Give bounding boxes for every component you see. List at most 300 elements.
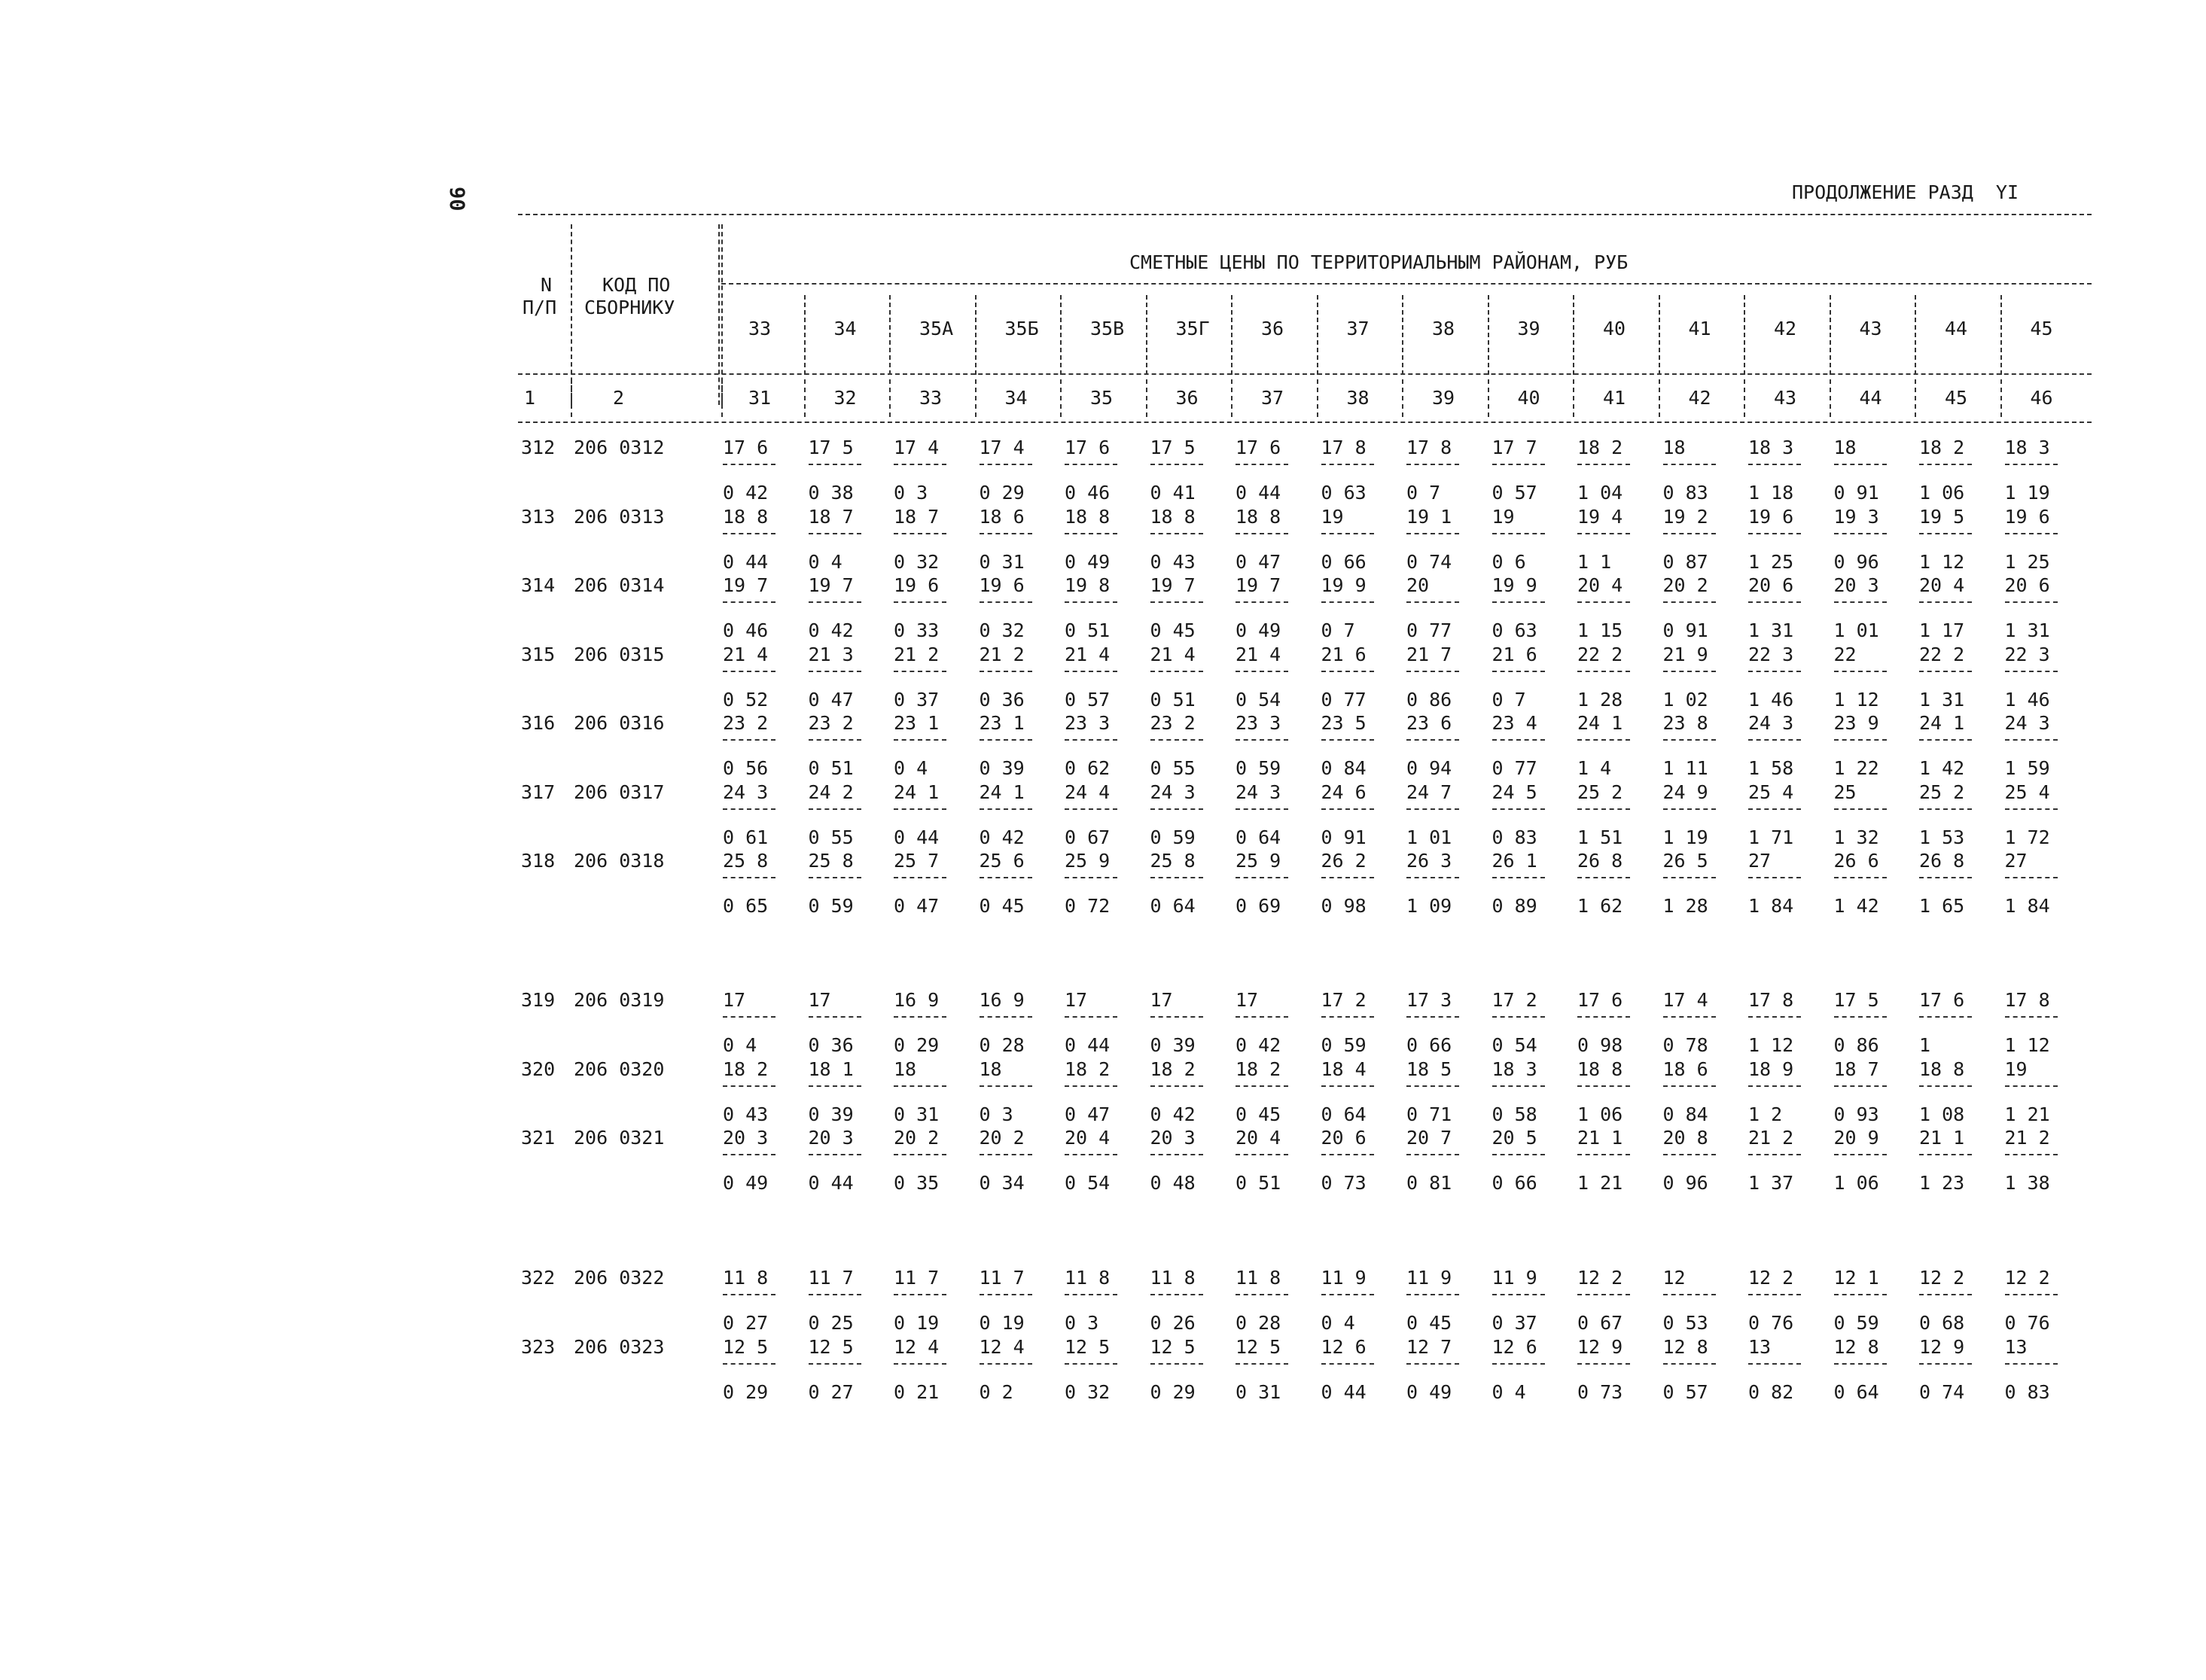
price-numerator: 18 7 [1833,1058,1879,1080]
row-code: 206 0315 [574,643,665,665]
price-denominator: 0 57 [1491,482,1537,504]
price-denominator: 0 51 [1150,688,1196,711]
price-numerator: 25 4 [1748,781,1794,803]
page-number: 90 [445,187,468,212]
fraction-line [980,1294,1032,1295]
fraction-line [1834,739,1887,741]
price-denominator: 0 77 [1406,619,1452,641]
fraction-line [894,739,946,741]
price-denominator: 0 63 [1321,482,1367,504]
price-numerator: 20 3 [1833,574,1879,596]
price-numerator: 18 8 [1150,505,1196,528]
price-numerator: 26 8 [1919,850,1965,872]
price-denominator: 0 51 [808,757,854,779]
fraction-line [980,464,1032,465]
price-denominator: 0 42 [979,826,1025,848]
price-numerator: 21 4 [1150,643,1196,665]
price-denominator: 0 63 [1491,619,1537,641]
price-denominator: 0 66 [1321,550,1367,573]
price-numerator: 21 4 [1065,643,1111,665]
price-numerator: 17 [1150,989,1173,1011]
row-code: 206 0313 [574,505,665,528]
colnum-label: 33 [919,387,943,409]
fraction-line [1492,1085,1545,1087]
fraction-line [1748,1085,1801,1087]
fraction-line [1150,1154,1203,1155]
price-numerator: 12 6 [1321,1335,1367,1358]
header-subrule [721,283,2092,285]
price-denominator: 0 7 [1491,688,1526,711]
price-denominator: 0 48 [1150,1172,1196,1194]
price-numerator: 21 4 [1236,643,1281,665]
fraction-line [1492,808,1545,810]
fraction-line [1236,601,1288,603]
fraction-line [1065,1085,1117,1087]
row-number: 317 [521,781,556,803]
price-denominator: 1 12 [1919,550,1965,573]
district-divider [975,295,977,375]
price-numerator: 21 6 [1321,643,1367,665]
fraction-line [1663,1016,1716,1018]
price-numerator: 24 3 [2004,712,2050,734]
price-denominator: 0 98 [1577,1034,1623,1056]
fraction-line [894,1016,946,1018]
price-denominator: 0 32 [979,619,1025,641]
fraction-line [1321,1154,1374,1155]
price-numerator: 11 8 [723,1267,769,1289]
fraction-line [1577,1085,1630,1087]
fraction-line [1577,808,1630,810]
price-numerator: 18 2 [1919,437,1965,458]
fraction-line [1663,808,1716,810]
row-number: 316 [521,712,556,734]
price-numerator: 19 6 [979,574,1025,596]
price-numerator: 12 9 [1577,1335,1623,1358]
fraction-line [1919,601,1972,603]
price-denominator: 0 91 [1321,826,1367,848]
fraction-line [894,1363,946,1365]
price-denominator: 1 06 [1833,1172,1879,1194]
fraction-line [1919,1016,1972,1018]
colnum-divider [1573,379,1574,417]
fraction-line [1663,671,1716,672]
colnum-label: 37 [1261,387,1284,409]
fraction-line [1321,877,1374,878]
price-numerator: 19 9 [1321,574,1367,596]
price-numerator: 23 8 [1662,712,1708,734]
price-numerator: 20 2 [894,1127,940,1149]
price-numerator: 18 [979,1058,1002,1080]
fraction-line [894,808,946,810]
price-numerator: 23 1 [894,712,940,734]
price-numerator: 18 6 [1662,1058,1708,1080]
price-denominator: 0 19 [979,1312,1025,1334]
fraction-line [1065,1294,1117,1295]
price-denominator: 0 64 [1321,1103,1367,1125]
fraction-line [1919,877,1972,878]
fraction-line [1919,1085,1972,1087]
price-numerator: 22 3 [2004,643,2050,665]
fraction-line [2005,533,2058,534]
fraction-line [809,1294,861,1295]
district-label: 36 [1261,318,1284,339]
colnum-divider [1830,379,1831,417]
fraction-line [2005,1016,2058,1018]
fraction-line [1492,671,1545,672]
price-numerator: 19 7 [723,574,769,596]
fraction-line [1236,1363,1288,1365]
colnum-label: 34 [1004,387,1028,409]
row-number: 313 [521,505,556,528]
fraction-line [1236,1016,1288,1018]
price-numerator: 19 3 [1833,505,1879,528]
price-denominator: 0 78 [1662,1034,1708,1056]
fraction-line [723,1154,775,1155]
price-numerator: 17 [808,989,831,1011]
fraction-line [894,671,946,672]
price-denominator: 0 3 [979,1103,1013,1125]
price-denominator: 0 45 [1150,619,1196,641]
fraction-line [2005,1363,2058,1365]
fraction-line [723,739,775,741]
price-denominator: 1 15 [1577,619,1623,641]
price-numerator: 17 6 [1236,437,1281,458]
fraction-line [1065,808,1117,810]
price-numerator: 24 1 [979,781,1025,803]
price-numerator: 20 6 [1321,1127,1367,1149]
price-denominator: 0 86 [1833,1034,1879,1056]
price-denominator: 0 42 [1150,1103,1196,1125]
price-denominator: 0 81 [1406,1172,1452,1194]
price-numerator: 16 9 [979,989,1025,1011]
fraction-line [1919,739,1972,741]
price-denominator: 1 25 [2004,550,2050,573]
colnum-label: 2 [613,387,625,409]
price-denominator: 1 04 [1577,482,1623,504]
row-code: 206 0321 [574,1127,665,1149]
fraction-line [1834,464,1887,465]
price-denominator: 0 59 [808,895,854,917]
price-numerator: 17 6 [723,437,769,458]
price-numerator: 20 7 [1406,1127,1452,1149]
price-numerator: 16 9 [894,989,940,1011]
district-divider [1915,295,1916,375]
price-denominator: 0 59 [1150,826,1196,848]
fraction-line [1321,1016,1374,1018]
colnum-label: 41 [1603,387,1626,409]
price-numerator: 11 8 [1150,1267,1196,1289]
fraction-line [723,533,775,534]
fraction-line [1321,1363,1374,1365]
fraction-line [809,533,861,534]
fraction-line [1577,464,1630,465]
price-denominator: 1 38 [2004,1172,2050,1194]
price-denominator: 0 94 [1406,757,1452,779]
price-denominator: 0 29 [1150,1380,1196,1403]
fraction-line [1663,1085,1716,1087]
fraction-line [980,739,1032,741]
fraction-line [1321,808,1374,810]
price-denominator: 0 84 [1321,757,1367,779]
price-denominator: 0 86 [1406,688,1452,711]
price-numerator: 17 4 [979,437,1025,458]
fraction-line [2005,1154,2058,1155]
price-denominator: 1 21 [1577,1172,1623,1194]
fraction-line [809,877,861,878]
price-denominator: 0 43 [723,1103,769,1125]
fraction-line [1834,1154,1887,1155]
price-numerator: 12 8 [1833,1335,1879,1358]
fraction-line [809,1154,861,1155]
district-divider [1317,295,1318,375]
colnum-label: 43 [1774,387,1797,409]
fraction-line [1834,533,1887,534]
price-denominator: 1 06 [1577,1103,1623,1125]
price-denominator: 1 71 [1748,826,1794,848]
price-denominator: 0 4 [1321,1312,1355,1334]
price-numerator: 24 3 [1748,712,1794,734]
fraction-line [809,1085,861,1087]
fraction-line [1748,671,1801,672]
price-numerator: 24 4 [1065,781,1111,803]
fraction-line [894,533,946,534]
fraction-line [723,1016,775,1018]
price-denominator: 0 3 [894,482,928,504]
district-label: 35Б [1004,318,1039,339]
price-denominator: 0 64 [1833,1380,1879,1403]
fraction-line [1919,1294,1972,1295]
price-denominator: 0 44 [1321,1380,1367,1403]
price-numerator: 18 9 [1748,1058,1794,1080]
fraction-line [894,1294,946,1295]
price-denominator: 0 37 [1491,1312,1537,1334]
fraction-line [1406,1363,1459,1365]
price-denominator: 0 67 [1065,826,1111,848]
price-denominator: 0 91 [1662,619,1708,641]
fraction-line [1150,877,1203,878]
district-label: 35А [919,318,954,339]
fraction-line [1663,601,1716,603]
colnum-divider [889,379,891,417]
fraction-line [1150,1085,1203,1087]
row-number: 312 [521,437,556,458]
price-numerator: 27 [1748,850,1772,872]
price-denominator: 0 47 [894,895,940,917]
district-label: 40 [1603,318,1626,339]
fraction-line [723,601,775,603]
fraction-line [1150,671,1203,672]
price-numerator: 17 2 [1321,989,1367,1011]
price-denominator: 0 32 [894,550,940,573]
fraction-line [1834,877,1887,878]
price-numerator: 12 9 [1919,1335,1965,1358]
price-numerator: 13 [1748,1335,1772,1358]
price-numerator: 20 2 [1662,574,1708,596]
row-number: 321 [521,1127,556,1149]
fraction-line [1321,1085,1374,1087]
price-numerator: 25 8 [723,850,769,872]
fraction-line [1919,533,1972,534]
fraction-line [723,1085,775,1087]
price-denominator: 0 39 [1150,1034,1196,1056]
price-numerator: 20 3 [1150,1127,1196,1149]
fraction-line [1150,533,1203,534]
price-denominator: 1 09 [1406,895,1452,917]
price-numerator: 24 7 [1406,781,1452,803]
price-numerator: 19 6 [894,574,940,596]
fraction-line [1406,533,1459,534]
price-denominator: 0 82 [1748,1380,1794,1403]
price-numerator: 22 [1833,643,1857,665]
price-numerator: 17 [723,989,746,1011]
fraction-line [1919,1154,1972,1155]
price-denominator: 0 42 [723,482,769,504]
fraction-line [1065,601,1117,603]
fraction-line [1492,1154,1545,1155]
header-collection-label: СБОРНИКУ [584,297,675,318]
price-denominator: 0 39 [808,1103,854,1125]
price-numerator: 12 8 [1662,1335,1708,1358]
fraction-line [1577,1154,1630,1155]
colnum-divider [571,379,572,417]
price-denominator: 0 96 [1662,1172,1708,1194]
row-code: 206 0322 [574,1267,665,1289]
price-denominator: 0 38 [808,482,854,504]
price-denominator: 1 01 [1406,826,1452,848]
fraction-line [1748,533,1801,534]
price-denominator: 0 83 [2004,1380,2050,1403]
price-denominator: 0 55 [1150,757,1196,779]
price-denominator: 0 44 [1236,482,1281,504]
price-numerator: 24 5 [1491,781,1537,803]
price-denominator: 0 57 [1662,1380,1708,1403]
colnum-label: 45 [1945,387,1968,409]
price-denominator: 1 06 [1919,482,1965,504]
price-denominator: 1 25 [1748,550,1794,573]
price-denominator: 0 44 [894,826,940,848]
price-numerator: 17 8 [1748,989,1794,1011]
price-denominator: 1 28 [1577,688,1623,711]
price-denominator: 1 4 [1577,757,1612,779]
fraction-line [1577,1363,1630,1365]
price-numerator: 20 4 [1065,1127,1111,1149]
fraction-line [1406,1294,1459,1295]
price-numerator: 26 8 [1577,850,1623,872]
price-denominator: 0 44 [723,550,769,573]
fraction-line [1065,671,1117,672]
row-number: 314 [521,574,556,596]
district-divider [1231,295,1232,375]
price-numerator: 12 4 [979,1335,1025,1358]
fraction-line [1406,1016,1459,1018]
price-denominator: 1 72 [2004,826,2050,848]
fraction-line [894,1154,946,1155]
price-denominator: 1 12 [2004,1034,2050,1056]
price-numerator: 19 [2004,1058,2028,1080]
fraction-line [1492,877,1545,878]
price-denominator: 0 45 [1406,1312,1452,1334]
price-numerator: 24 2 [808,781,854,803]
price-numerator: 11 7 [808,1267,854,1289]
price-denominator: 0 44 [1065,1034,1111,1056]
district-label: 33 [748,318,772,339]
price-numerator: 26 2 [1321,850,1367,872]
price-numerator: 18 8 [1577,1058,1623,1080]
price-numerator: 19 1 [1406,505,1452,528]
price-numerator: 21 2 [894,643,940,665]
fraction-line [1577,1016,1630,1018]
price-denominator: 1 [1919,1034,1931,1056]
colnum-divider [1659,379,1660,417]
price-numerator: 23 2 [1150,712,1196,734]
district-divider [1060,295,1062,375]
price-numerator: 18 [1662,437,1686,458]
price-numerator: 22 3 [1748,643,1794,665]
price-numerator: 25 9 [1065,850,1111,872]
header-prices-title: СМЕТНЫЕ ЦЕНЫ ПО ТЕРРИТОРИАЛЬНЫМ РАЙОНАМ, РУБ [1129,251,1629,273]
price-numerator: 12 2 [1919,1267,1965,1289]
fraction-line [2005,877,2058,878]
fraction-line [1834,1085,1887,1087]
price-numerator: 22 2 [1577,643,1623,665]
fraction-line [2005,464,2058,465]
colnum-label: 36 [1175,387,1199,409]
fraction-line [894,601,946,603]
price-denominator: 1 84 [1748,895,1794,917]
price-denominator: 0 91 [1833,482,1879,504]
fraction-line [1065,1154,1117,1155]
price-numerator: 24 1 [894,781,940,803]
price-numerator: 17 8 [1321,437,1367,458]
price-numerator: 12 5 [1236,1335,1281,1358]
district-label: 43 [1859,318,1882,339]
colnum-label: 42 [1688,387,1711,409]
price-numerator: 20 4 [1236,1127,1281,1149]
fraction-line [1406,1085,1459,1087]
price-denominator: 0 64 [1236,826,1281,848]
price-numerator: 21 1 [1577,1127,1623,1149]
fraction-line [1748,1016,1801,1018]
price-denominator: 0 49 [1236,619,1281,641]
price-numerator: 21 2 [1748,1127,1794,1149]
price-numerator: 27 [2004,850,2028,872]
price-numerator: 23 2 [723,712,769,734]
price-denominator: 0 74 [1406,550,1452,573]
price-numerator: 25 4 [2004,781,2050,803]
price-denominator: 0 47 [1065,1103,1111,1125]
district-divider [1744,295,1745,375]
price-numerator: 17 [1065,989,1088,1011]
fraction-line [1577,1294,1630,1295]
price-denominator: 0 84 [1662,1103,1708,1125]
price-denominator: 0 29 [979,482,1025,504]
price-denominator: 1 31 [1919,688,1965,711]
fraction-line [894,1085,946,1087]
price-numerator: 17 7 [1491,437,1537,458]
price-numerator: 20 4 [1577,574,1623,596]
price-denominator: 0 64 [1150,895,1196,917]
price-numerator: 17 4 [894,437,940,458]
colnum-divider [2000,379,2002,417]
price-denominator: 1 51 [1577,826,1623,848]
row-number: 315 [521,643,556,665]
price-denominator: 0 35 [894,1172,940,1194]
fraction-line [980,1016,1032,1018]
price-denominator: 0 72 [1065,895,1111,917]
price-numerator: 18 1 [808,1058,854,1080]
colnum-label: 38 [1346,387,1370,409]
price-denominator: 0 31 [894,1103,940,1125]
